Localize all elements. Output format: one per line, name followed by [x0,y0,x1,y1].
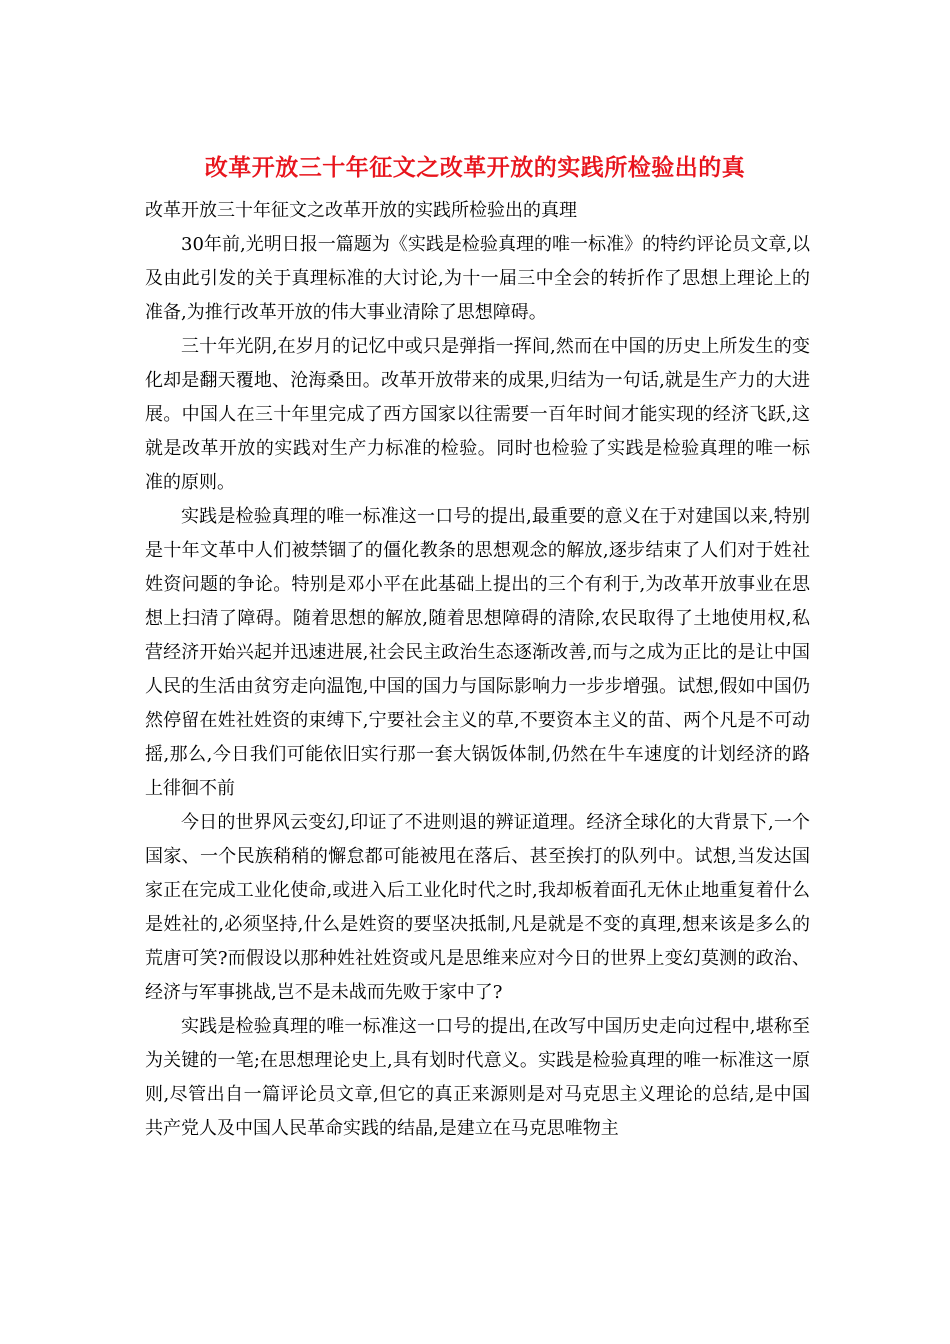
paragraph-2: 三十年光阴,在岁月的记忆中或只是弹指一挥间,然而在中国的历史上所发生的变化却是翻天覆地、沧海桑田。改革开放带来的成果,归结为一句话,就是生产力的大进展。中国人在三十年里完成了西方国家以往需要一百年时间才能实现的经济飞跃,这就是改革开放的实践对生产力标准的检验。同时也检验了实践是检验真理的唯一标准的原则。 [145,336,810,493]
paragraph-3: 实践是检验真理的唯一标准这一口号的提出,最重要的意义在于对建国以来,特别是十年文革中人们被禁锢了的僵化教条的思想观念的解放,逐步结束了人们对于姓社姓资问题的争论。特别是邓小平在此基础上提出的三个有利于,为改革开放事业在思想上扫清了障碍。随着思想的解放,随着思想障碍的清除,农民取得了土地使用权,私营经济开始兴起并迅速进展,社会民主政治生态逐渐改善,而与之成为正比的是让中国人民的生活由贫穷走向温饱,中国的国力与国际影响力一步步增强。试想,假如中国仍然停留在姓社姓资的束缚下,宁要社会主义的草,不要资本主义的苗、两个凡是不可动摇,那么,今日我们可能依旧实行那一套大锅饭体制,仍然在牛车速度的计划经济的路上徘徊不前 [145,506,810,799]
document-title: 改革开放三十年征文之改革开放的实践所检验出的真 [204,154,746,181]
paragraph-1: 30年前,光明日报一篇题为《实践是检验真理的唯一标准》的特约评论员文章,以及由此引发的关于真理标准的大讨论,为十一届三中全会的转折作了思想上理论上的准备,为推行改革开放的伟大事业清除了思想障碍。 [145,234,810,323]
paragraph-5: 实践是检验真理的唯一标准这一口号的提出,在改写中国历史走向过程中,堪称至为关键的一笔;在思想理论史上,具有划时代意义。实践是检验真理的唯一标准这一原则,尽管出自一篇评论员文章,但它的真正来源则是对马克思主义理论的总结,是中国共产党人及中国人民革命实践的结晶,是建立在马克思唯物主 [145,1016,810,1139]
paragraph-4: 今日的世界风云变幻,印证了不进则退的辨证道理。经济全球化的大背景下,一个国家、一个民族稍稍的懈怠都可能被甩在落后、甚至挨打的队列中。试想,当发达国家正在完成工业化使命,或进入后工业化时代之时,我却板着面孔无休止地重复着什么是姓社的,必须坚持,什么是姓资的要坚决抵制,凡是就是不变的真理,想来该是多么的荒唐可笑?而假设以那种姓社姓资或凡是思维来应对今日的世界上变幻莫测的政治、经济与军事挑战,岂不是未战而先败于家中了? [145,812,810,1003]
document-body [145,194,810,1146]
document-subtitle: 改革开放三十年征文之改革开放的实践所检验出的真理 [145,200,577,221]
